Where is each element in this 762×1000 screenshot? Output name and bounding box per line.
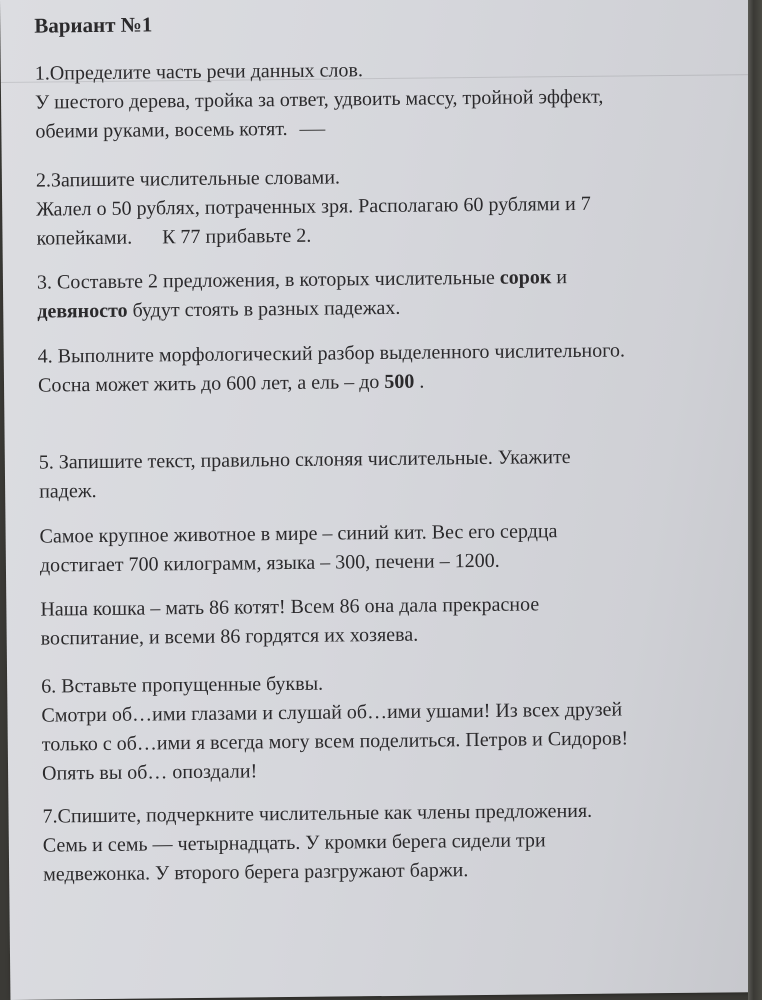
task-1-text-line: У шестого дерева, тройка за ответ, удвоить массу, тройной эффект, xyxy=(34,85,604,114)
task-5-text-line: достигает 700 килограмм, языка – 300, печени – 1200. xyxy=(39,549,500,577)
task-1-text-line-end xyxy=(35,112,604,147)
task-5 xyxy=(39,443,571,507)
task-5-text-line: воспитание, и всеми 86 гордятся их хозяева. xyxy=(40,623,419,650)
variant-title: Вариант №1 xyxy=(34,12,153,38)
bold-word: девяносто xyxy=(37,299,128,323)
task-7-heading: 7.Спишите, подчеркните числительные как члены предложения. xyxy=(42,799,593,828)
task-5-text-line: Наша кошка – мать 86 котят! Всем 86 она дала прекрасное xyxy=(40,593,540,621)
background-surface-edge xyxy=(748,0,762,1000)
task-5-text-line: Самое крупное животное в мире – синий кит. Вес его сердца xyxy=(39,520,558,548)
task-6-text-line: только с об…ими я всегда могу всем поделиться. Петров и Сидоров! xyxy=(41,727,629,756)
task-4-text-fragment: . xyxy=(419,370,425,393)
task-5-heading: падеж. xyxy=(39,480,97,503)
task-6-heading: 6. Вставьте пропущенные буквы. xyxy=(41,672,324,698)
task-4-heading: 4. Выполните морфологический разбор выделенного числительного. xyxy=(37,339,626,368)
task-3 xyxy=(37,263,568,327)
task-2 xyxy=(36,161,591,254)
task-2-text-line: Жалел о 50 рублях, потраченных зря. Располагаю 60 рублями и 7 xyxy=(36,192,591,221)
task-1 xyxy=(35,54,604,147)
task-6-text-line: Опять вы об… опоздали! xyxy=(41,760,258,785)
bold-word: сорок xyxy=(499,266,552,289)
task-2-text-fragment: копейками. xyxy=(36,226,133,250)
task-1-heading: 1.Определите часть речи данных слов. xyxy=(34,59,363,85)
task-4 xyxy=(38,336,626,400)
bold-number: 500 xyxy=(384,370,415,393)
task-6 xyxy=(41,666,629,788)
task-7-text-line: Семь и семь — четырнадцать. У кромки берега сидели три xyxy=(42,829,546,857)
task-2-text-line-end xyxy=(36,219,591,254)
task-4-text-line xyxy=(38,365,625,400)
task-5-heading: 5. Запишите текст, правильно склоняя числительные. Укажите xyxy=(38,446,571,474)
task-7-text-line: медвежонка. У второго берега разгружают баржи. xyxy=(43,859,469,886)
task-7 xyxy=(42,797,592,890)
task-2-heading: 2.Запишите числительные словами. xyxy=(35,166,341,192)
pencil-dash-mark xyxy=(300,130,326,131)
task-3-text-fragment: 3. Составьте 2 предложения, в которых числительные xyxy=(36,266,495,294)
task-5-paragraph-1 xyxy=(39,517,557,580)
task-1-text-line: обеими руками, восемь котят. xyxy=(35,117,288,143)
task-2-text-fragment: К 77 прибавьте 2. xyxy=(162,224,312,249)
task-3-text-fragment: и xyxy=(556,266,568,289)
task-3-text-fragment: будут стоять в разных падежах. xyxy=(132,296,401,322)
task-4-text-fragment: Сосна может жить до 600 лет, а ель – до xyxy=(37,371,380,397)
task-3-heading-line xyxy=(37,263,567,298)
task-6-text-line: Смотри об…ими глазами и слушай об…ими ушами! Из всех друзей xyxy=(41,698,623,727)
task-3-heading-line xyxy=(37,292,567,327)
task-5-paragraph-2 xyxy=(40,590,539,653)
